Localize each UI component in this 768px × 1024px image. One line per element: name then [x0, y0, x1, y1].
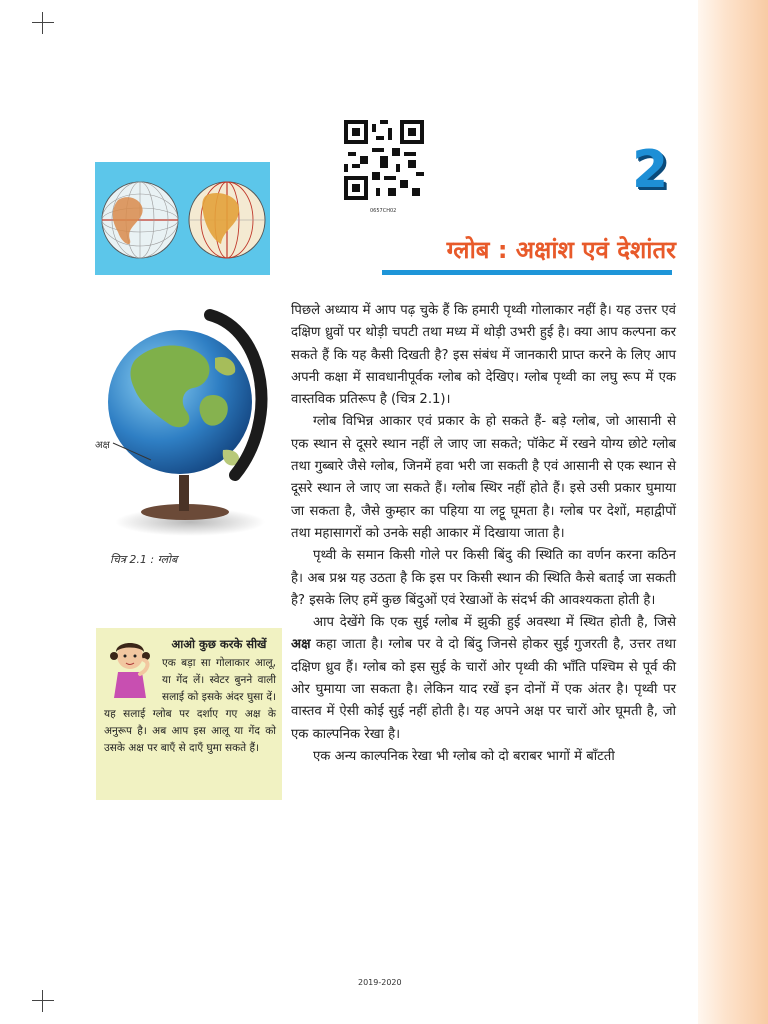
- qr-code[interactable]: [344, 120, 424, 200]
- paragraph-1: पिछले अध्याय में आप पढ़ चुके हैं कि हमारी पृथ्वी गोलाकार नहीं है। यह उत्तर एवं दक्षिण ध्रुवों पर थोड़ी चपटी तथा मध्य में थोड़ी उभरी हुई है। क्या आप कल्पना कर सकते हैं कि यह कैसी दिखती है? इस संबंध में जानकारी प्राप्त करने के लिए आप अपनी कक्षा में सावधानीपूर्वक ग्लोब को देखिए। ग्लोब पृथ्वी का लघु रूप में एक वास्तविक प्रतिरूप है (चित्र 2.1)।: [291, 303, 676, 408]
- crop-mark-top: [32, 12, 54, 34]
- paragraph-5: एक अन्य काल्पनिक रेखा भी ग्लोब को दो बराबर भागों में बाँटती: [313, 748, 615, 764]
- chapter-title: ग्लोब : अक्षांश एवं देशांतर: [446, 236, 676, 264]
- globes-illustration: [95, 162, 270, 275]
- paragraph-2: ग्लोब विभिन्न आकार एवं प्रकार के हो सकते हैं- बड़े ग्लोब, जो आसानी से एक स्थान से दूसरे स्थान नहीं ले जाए जा सकते; पॉकेट में रखने योग्य छोटे ग्लोब तथा गुब्बारे जैसे ग्लोब, जिनमें हवा भरी जा सकती है एवं आसानी से एक स्थान से दूसरे स्थान ले जाए जा सकते हैं। ग्लोब स्थिर नहीं होते हैं। इसे उसी प्रकार घुमाया जा सकता है, जैसे कुम्हार का पहिया या लट्टू घूमता है। ग्लोब पर देशों, महाद्वीपों तथा महासागरों को उनके सही आकार में दिखाया जाता है।: [291, 414, 676, 541]
- paragraph-4: [291, 612, 676, 746]
- activity-box: [96, 628, 282, 800]
- chapter-number: 2: [632, 140, 669, 200]
- chapter-body: [291, 300, 676, 768]
- activity-text: एक बड़ा सा गोलाकार आलू, या गेंद लें। स्वेटर बुनने वाली सलाई को इसके अंदर घुसा दें। यह सलाई ग्लोब पर दर्शाए गए अक्ष के अनुरूप है। अब आप इस आलू या गेंद को उसके अक्ष पर बाएँ से दाएँ घुमा सकते हैं।: [104, 657, 276, 754]
- title-underline: [382, 270, 672, 275]
- globe-figure: [95, 300, 285, 550]
- girl-illustration-icon: [104, 636, 156, 700]
- paragraph-3: पृथ्वी के समान किसी गोले पर किसी बिंदु की स्थिति का वर्णन करना कठिन है। अब प्रश्न यह उठता है कि इस पर किसी स्थान की स्थिति कैसे बताई जा सकती है? इसके लिए हमें कुछ बिंदुओं एवं रेखाओं के संदर्भ की आवश्यकता होती है।: [291, 548, 676, 608]
- crop-mark-bottom: [32, 990, 54, 1012]
- figure-caption: चित्र 2.1 : ग्लोब: [110, 553, 178, 566]
- page-margin-strip: [698, 0, 768, 1024]
- axis-label: अक्ष: [95, 440, 110, 451]
- paragraph-4-end: कहा जाता है। ग्लोब पर वे दो बिंदु जिनसे होकर सुई गुजरती है, उत्तर तथा दक्षिण ध्रुव हैं। ग्लोब को इस सुई के चारों ओर पृथ्वी की भाँति पश्चिम से पूर्व की ओर घुमाया जा सकता है। लेकिन याद रखें इन दोनों में एक अंतर है। पृथ्वी पर वास्तव में ऐसी कोई सुई नहीं होती है। यह अपने अक्ष पर चारों ओर घूमती है, जो एक काल्पनिक रेखा है।: [291, 637, 676, 742]
- footer-year: 2019-2020: [358, 978, 402, 987]
- paragraph-4-start: आप देखेंगे कि एक सुई ग्लोब में झुकी हुई अवस्था में स्थित होती है, जिसे: [313, 615, 676, 631]
- activity-heading: आओ कुछ करके सीखें: [171, 637, 267, 651]
- term-axis: अक्ष: [291, 637, 311, 653]
- qr-code-id: 0657CH02: [370, 208, 397, 214]
- chapter-banner-image: [95, 162, 270, 275]
